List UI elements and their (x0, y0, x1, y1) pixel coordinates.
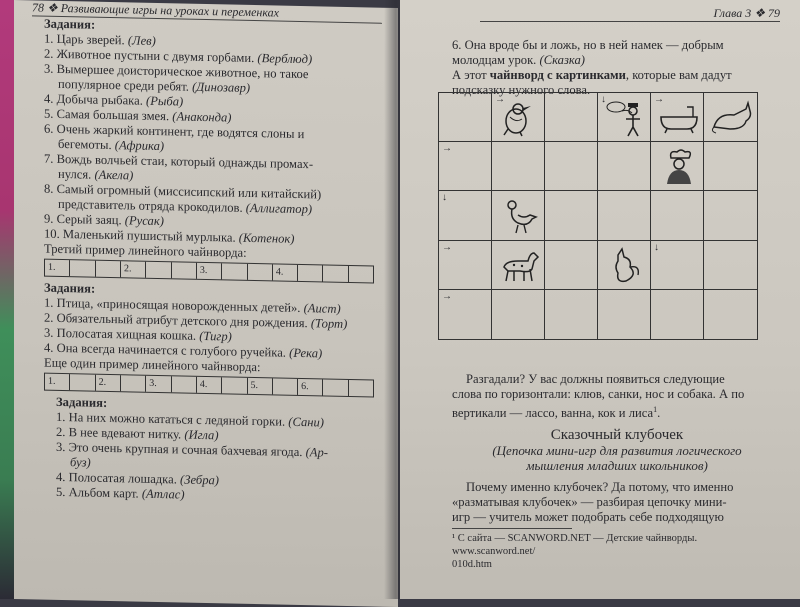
grid-cell (598, 191, 651, 240)
chain-cell: 3. (146, 376, 171, 393)
bathtub-picture-icon (657, 99, 701, 137)
chain-cell (349, 266, 373, 283)
task-answer: (Тигр) (199, 328, 232, 344)
task-text: 10. Маленький пушистый мурлыка. (44, 226, 236, 245)
chain-cell (121, 375, 146, 392)
task-answer: (Верблюд) (257, 51, 313, 67)
dog-picture-icon (498, 247, 542, 285)
chain-cell (349, 380, 373, 397)
section-subtitle-1: (Цепочка мини-игр для развития логического (492, 443, 742, 458)
grid-cell (545, 241, 598, 290)
task-text: 1. На них можно кататься с ледяной горки. (56, 409, 286, 429)
task-text: 5. Альбом карт. (56, 484, 139, 501)
left-page (14, 0, 398, 607)
right-page-number: 79 (768, 6, 780, 20)
task-text: 2. В нее вдевают нитку. (56, 424, 182, 442)
grid-cell (704, 93, 757, 142)
task-text: 4. Добыча рыбака. (44, 91, 143, 108)
chain-cell (298, 265, 323, 282)
diamond-icon: ❖ (47, 0, 61, 15)
task-text: 6. Очень жаркий континент, где водятся слоны и (44, 121, 305, 142)
grid-cell (492, 93, 545, 142)
goose-picture-icon (498, 197, 542, 235)
tasks3-list (44, 410, 374, 507)
answers-block: Разгадали? У вас должны появиться следующие слова по горизонтали: клюв, санки, нос и собака. А по вертикали — лассо, ванна, кок и лиса$^1$. (452, 372, 782, 421)
grid-cell (439, 241, 492, 290)
task-text-continued: бегемоты. (58, 136, 112, 153)
grid-cell (704, 191, 757, 240)
grid-cell (651, 241, 704, 290)
arrow-icon: → (495, 94, 505, 105)
section-subtitle-2: мышления младших школьников) (526, 458, 708, 473)
chain-cell (70, 260, 95, 277)
task-answer: (Анаконда) (172, 109, 232, 125)
task-text: 5. Самая большая змея. (44, 106, 170, 124)
tasks2-list (44, 296, 374, 363)
chef-picture-icon (657, 148, 701, 186)
task-answer: (Акела) (94, 167, 134, 183)
task-text: 9. Серый заяц. (44, 211, 122, 228)
footnote-ref: 1 (653, 405, 658, 414)
arrow-icon: → (442, 290, 452, 302)
grid-cell (492, 290, 545, 339)
task-answer: (Торт) (310, 316, 348, 331)
picture-chainword-grid (438, 92, 758, 340)
chain-cell: 5. (248, 378, 273, 395)
chain-cell: 2. (96, 375, 121, 392)
footnote-line2: 010d.htm (452, 559, 492, 570)
task-answer: (Русак) (124, 213, 164, 229)
answer-line1: Разгадали? У вас должны появиться следующие (466, 372, 725, 386)
grid-cell (439, 191, 492, 240)
left-content (44, 17, 374, 507)
grid-cell (704, 290, 757, 339)
grid-cell (704, 241, 757, 290)
footnote-line1: ¹ С сайта — SCANWORD.NET — Детские чайнворды. www.scanword.net/ (452, 533, 698, 557)
arrow-icon: ↓ (442, 192, 447, 204)
task-answer: (Котенок) (238, 230, 295, 246)
task-answer: (Зебра) (180, 472, 219, 488)
section-block (452, 428, 782, 473)
diamond-icon-right: ❖ (754, 6, 768, 20)
left-page-number: 78 (32, 0, 44, 15)
task-text: 1. Птица, «приносящая новорожденных детей». (44, 295, 301, 315)
task-text: 3. Полосатая хищная кошка. (44, 325, 197, 343)
book-spine-edge (0, 0, 14, 599)
arrow-icon: → (654, 94, 664, 105)
chain-cell: 1. (45, 260, 70, 277)
chain-cell (172, 262, 197, 279)
grid-cell (492, 142, 545, 191)
chain-cell: 1. (45, 374, 70, 391)
task-text: 4. Она всегда начинается с голубого ручейка. (44, 340, 286, 360)
task-answer: (Африка) (114, 138, 165, 154)
task-answer: (Рыба) (146, 93, 184, 109)
chain-cell: 6. (298, 379, 323, 396)
task-answer: (Ар- (305, 445, 328, 460)
chapter-label: Глава 3 (713, 6, 752, 20)
task-text: 7. Вождь волчьей стаи, который однажды промах- (44, 151, 314, 172)
fox-picture-icon (604, 247, 648, 285)
chain-cell (96, 261, 121, 278)
chain-cell: 3. (197, 263, 222, 280)
item6-block (452, 38, 782, 98)
chain-cell (323, 379, 348, 396)
task-answer: (Сани) (288, 414, 324, 430)
footnote (452, 532, 782, 571)
task-text: 4. Полосатая лошадка. (56, 469, 177, 487)
answer-line2: слова по горизонтали: клюв, санки, нос и собака. А по (452, 387, 745, 401)
arrow-icon: → (442, 143, 452, 155)
grid-cell (651, 142, 704, 191)
grid-cell (545, 93, 598, 142)
chain-cell (222, 377, 247, 394)
chain-cell (323, 265, 348, 282)
paragraph-block (452, 480, 782, 525)
chain-cell (146, 262, 171, 279)
grid-cell (651, 191, 704, 240)
task-answer: (Лев) (127, 33, 156, 48)
grid-cell (492, 241, 545, 290)
task-answer: (Динозавр) (192, 79, 251, 95)
grid-cell (651, 290, 704, 339)
grid-cell (598, 93, 651, 142)
task-answer: (Игла) (184, 427, 219, 443)
grid-cell (598, 142, 651, 191)
task-text-continued: представитель отряда крокодилов. (58, 196, 243, 215)
task-text: 1. Царь зверей. (44, 31, 125, 48)
grid-cell (492, 191, 545, 240)
chain-cell (222, 263, 247, 280)
answer-line3: вертикали — лассо, ванна, кок и лиса (452, 406, 654, 421)
task-answer: (Атлас) (141, 486, 185, 502)
item6-line2: молодцам урок. (452, 53, 537, 67)
chain-cell: 2. (121, 261, 146, 278)
chain-cell: 4. (273, 264, 298, 281)
tasks2-title: Задания: (44, 280, 96, 296)
para-line1: Почему именно клубочек? Да потому, что именно (466, 480, 734, 494)
task-text: 8. Самый огромный (миссисипский или китайский) (44, 181, 322, 202)
grid-cell (545, 142, 598, 191)
third-example-label: Третий пример линейного чайнворда: (44, 241, 247, 260)
grid-cell (598, 290, 651, 339)
grid-cell (439, 93, 492, 142)
footnote-rule (452, 528, 572, 529)
arrow-icon: ↓ (654, 241, 659, 253)
chain-cell: 4. (197, 377, 222, 394)
task-answer: (Аллигатор) (245, 200, 313, 217)
grid-cell (545, 290, 598, 339)
section-title: Сказочный клубочек (550, 427, 684, 443)
tasks3-title: Задания: (56, 394, 108, 410)
task-text: 2. Животное пустыни с двумя горбами. (44, 46, 255, 66)
task-text: 3. Это очень крупная и сочная бахчевая ягода. (56, 439, 303, 460)
para-line2: «разматывая клубочек» — разбирая цепочку мини- (452, 495, 727, 509)
grid-cell (598, 241, 651, 290)
tasks1-title: Задания: (44, 16, 96, 32)
another-example-label: Еще один пример линейного чайнворда: (44, 355, 261, 375)
grid-cell (651, 93, 704, 142)
grid-cell (439, 290, 492, 339)
grid-cell (704, 142, 757, 191)
grid-cell (545, 191, 598, 240)
arrow-icon: ↓ (601, 94, 606, 105)
task-answer-continued: буз) (70, 455, 91, 470)
left-header-title: Развивающие игры на уроках и переменках (60, 0, 280, 20)
intro-post: , которые вам дадут (625, 68, 732, 82)
para-line3: игр — учитель может подобрать себе подходящую (452, 510, 724, 524)
task-text-continued: популярное среди ребят. (58, 76, 189, 94)
arrow-icon: → (442, 241, 452, 253)
task-answer: (Река) (289, 345, 323, 361)
bird-picture-icon (498, 99, 542, 137)
item6-line1: 6. Она вроде бы и ложь, но в ней намек — добрым (452, 38, 724, 52)
item6-answer: (Сказка) (539, 53, 585, 67)
tasks1-list (44, 32, 374, 249)
intro-line2: подсказку нужного слова. (452, 83, 591, 97)
task-text-continued: нулся. (58, 166, 92, 182)
right-running-head (480, 6, 780, 22)
task-answer: (Аист) (303, 301, 341, 316)
chain-cell (70, 374, 95, 391)
cowboy-lasso-picture-icon (604, 99, 648, 137)
chain-cell (273, 378, 298, 395)
chain-cell (248, 264, 273, 281)
grid-cell (439, 142, 492, 191)
cat-picture-icon (710, 99, 754, 137)
chain-cell (172, 376, 197, 393)
intro-pre: А этот (452, 68, 490, 82)
task-text: 3. Вымершее доисторическое животное, но такое (44, 61, 309, 82)
task-text: 2. Обязательный атрибут детского дня рождения. (44, 310, 308, 331)
intro-bold: чайнворд с картинками (489, 68, 626, 82)
